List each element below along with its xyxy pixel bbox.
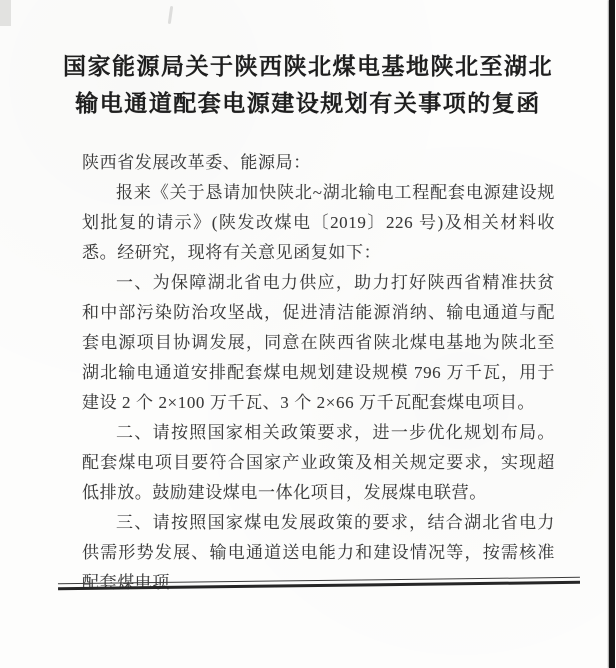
document-title-line-2: 输电通道配套电源建设规划有关事项的复函 xyxy=(75,91,541,116)
document-body xyxy=(0,148,616,598)
scan-edge-strip-right xyxy=(609,0,615,668)
paragraph-item-3-truncated: 三、请按照国家煤电发展政策的要求，结合湖北省电力供需形势发展、输电通道送电能力和建设情况等，按需核准配套煤电项 xyxy=(82,513,555,592)
paragraph-item-2: 二、请按照国家相关政策要求，进一步优化规划布局。配套煤电项目要符合国家产业政策及相关规定要求，实现超低排放。鼓励建设煤电一体化项目，发展煤电联营。 xyxy=(82,423,555,502)
document-title xyxy=(0,0,616,122)
salutation-line: 陕西省发展改革委、能源局： xyxy=(82,153,311,172)
document-title-line-1: 国家能源局关于陕西陕北煤电基地陕北至湖北 xyxy=(63,54,553,79)
paragraph-item-1: 一、为保障湖北省电力供应，助力打好陕西省精准扶贫和中部污染防治攻坚战，促进清洁能源消纳、输电通道与配套电源项目协调发展，同意在陕西省陕北煤电基地为陕北至湖北输电通道安排配套煤电规划建设规模 796 万千瓦，用于建设 2 个 2×100 万千瓦、3 个 2×66 万千瓦配套煤电项目。 xyxy=(82,273,555,412)
paragraph-intro: 报来《关于恳请加快陕北~湖北输电工程配套电源建设规划批复的请示》(陕发改煤电〔2019〕226 号)及相关材料收悉。经研究，现将有关意见函复如下： xyxy=(82,183,555,262)
scan-smudge-top-left xyxy=(0,0,11,26)
